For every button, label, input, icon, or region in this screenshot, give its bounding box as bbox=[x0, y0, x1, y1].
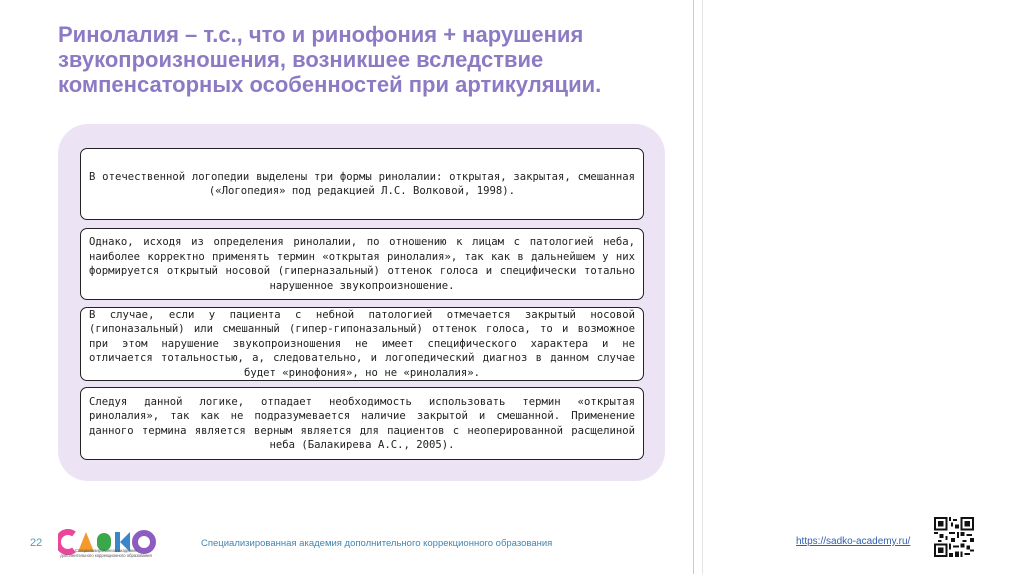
divider-line-secondary bbox=[702, 0, 703, 574]
text-box-4-text: Следуя данной логике, отпадает необходимость использовать термин «открытая ринолалия», так как не подразумевается наличие закрытой и смешанной. Применение данного термина является верным является для пациентов с неоперированной расщелиной неба (Балакирева А.С., 2005). bbox=[89, 395, 635, 451]
text-box-3-text: В случае, если у пациента с небной патологией отмечается закрытый носовой (гипоназальный) или смешанный (гипер-гипоназальный) оттенок голоса, то и возможное при этом нарушение звукопроизношения не имеет специфического характера и не отличается тотальностью, а, следовательно, и логопедический диагноз в данном случае будет «ринофония», но не «ринолалия». bbox=[89, 308, 635, 379]
text-box-1 bbox=[80, 148, 644, 220]
text-box-3 bbox=[80, 307, 644, 381]
text-box-4 bbox=[80, 387, 644, 460]
text-box-1-text: В отечественной логопедии выделены три формы ринолалии: открытая, закрытая, смешанная («Логопедия» под редакцией Л.С. Волковой, 1998). bbox=[89, 170, 635, 197]
slide-title: Ринолалия – т.с., что и ринофония + нарушения звукопроизношения, возникшее вследствие компенсаторных особенностей при артикуляции. bbox=[58, 22, 602, 97]
qr-code-icon bbox=[934, 517, 974, 557]
organization-name: Специализированная академия дополнительного коррекционного образования bbox=[201, 538, 553, 549]
website-link[interactable]: https://sadko-academy.ru/ bbox=[796, 536, 911, 547]
logo-subtitle: Специализированная академия дополнительного коррекционного образования bbox=[60, 548, 152, 558]
text-box-2 bbox=[80, 228, 644, 300]
divider-line bbox=[693, 0, 694, 574]
page-number: 22 bbox=[30, 537, 43, 549]
text-box-2-text: Однако, исходя из определения ринолалии, по отношению к лицам с патологией неба, наиболее корректно применять термин «открытая ринолалия», так как в дальнейшем у них формируется открытый носовой (гиперназальный) оттенок голоса и специфически тотально нарушенное звукопроизношение. bbox=[89, 236, 635, 292]
